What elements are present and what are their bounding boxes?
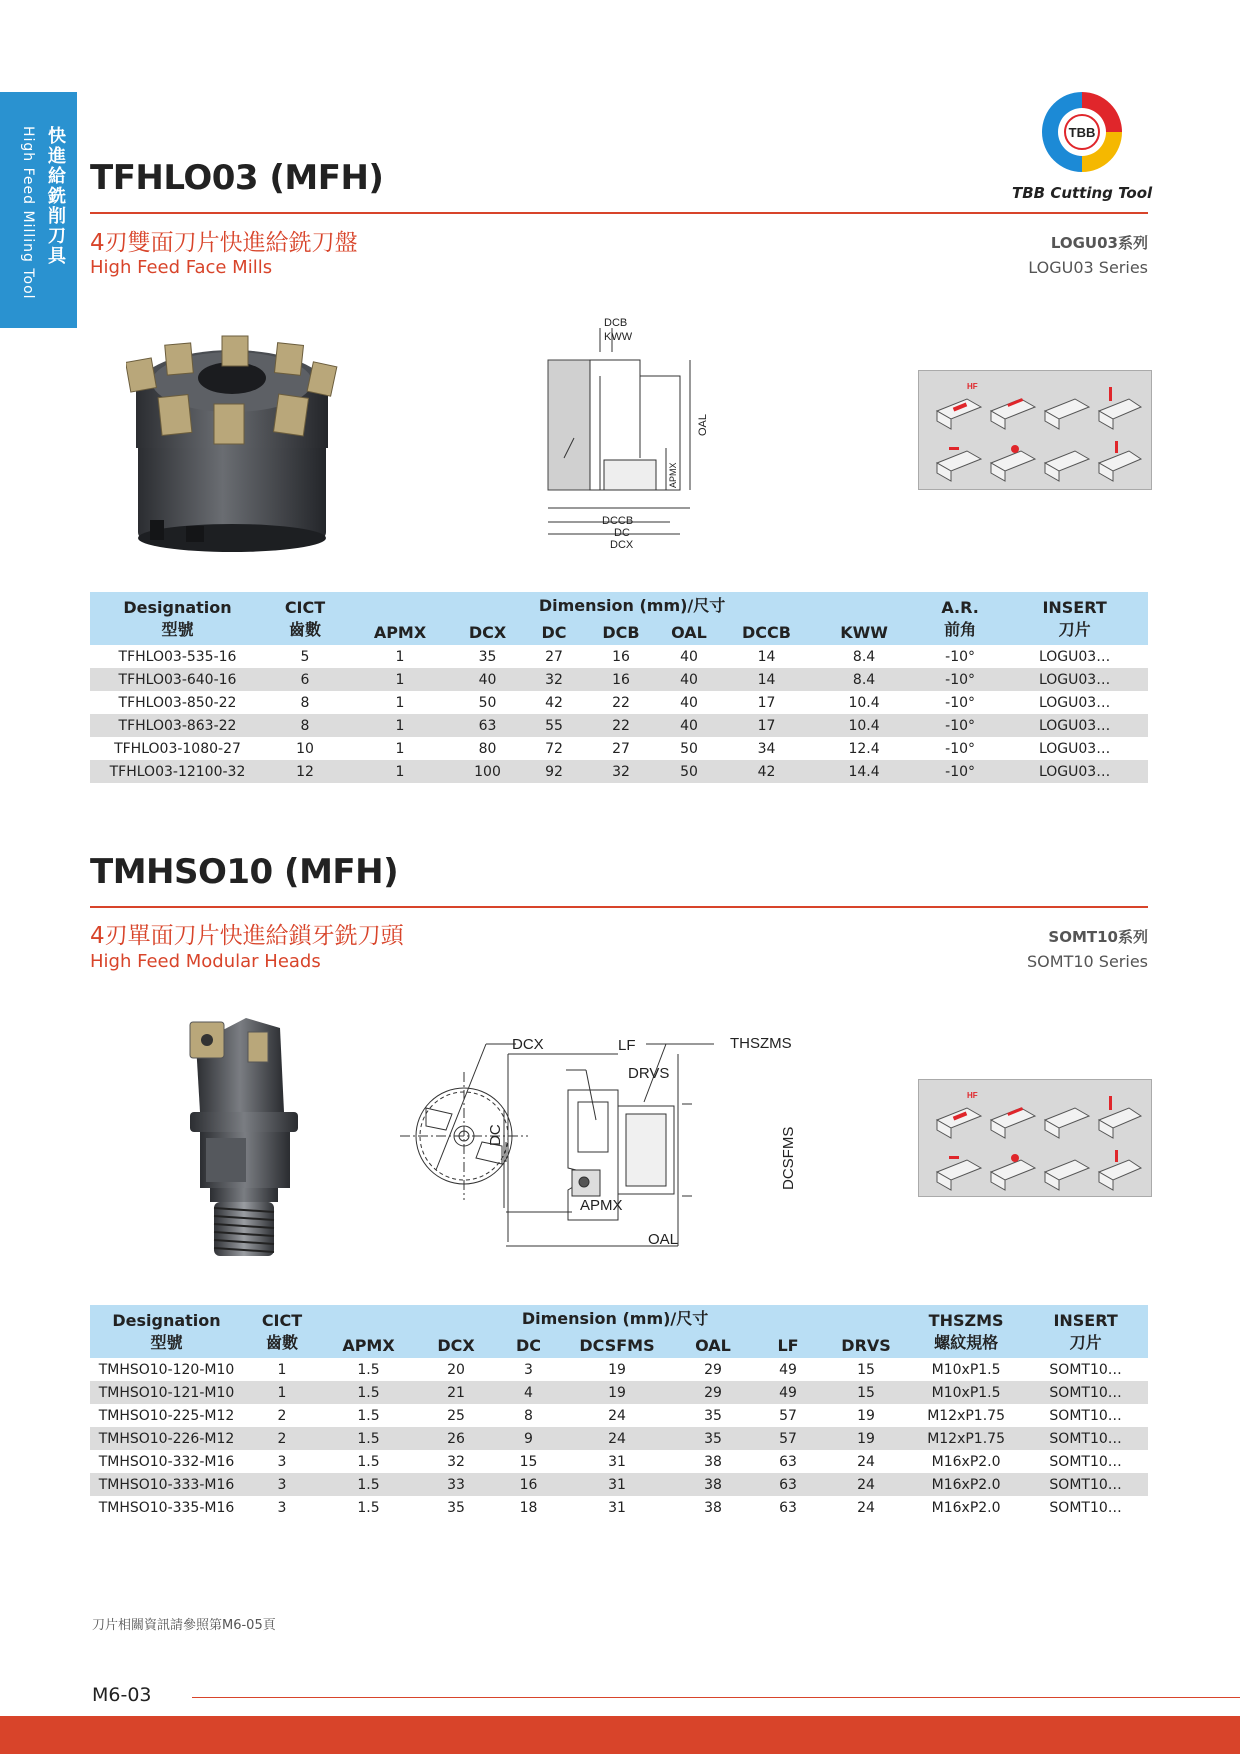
col-dcb: DCB — [588, 620, 654, 645]
label-oal: OAL — [697, 413, 709, 436]
label-apmx: APMX — [668, 462, 678, 488]
table-cell: LOGU03… — [1001, 714, 1148, 737]
table-cell: 3 — [524, 1361, 533, 1378]
table-cell: 26 — [416, 1427, 496, 1450]
table-cell: 32 — [520, 668, 588, 691]
col-apmx-2: APMX — [321, 1333, 416, 1358]
table-cell: 1 — [277, 1361, 287, 1378]
table-row — [90, 645, 1148, 668]
table-cell: 20 — [447, 1361, 465, 1378]
table-cell: LOGU03… — [1001, 760, 1148, 783]
table-cell: 15 — [823, 1381, 909, 1404]
table-cell: M16xP2.0 — [909, 1473, 1023, 1496]
table-cell: 15 — [519, 1453, 538, 1470]
table-cell: 24 — [857, 1453, 875, 1470]
table-row — [90, 714, 1148, 737]
table-cell: 42 — [724, 760, 809, 783]
table-row — [90, 1381, 1148, 1404]
section1-subtitle-en: High Feed Face Mills — [90, 257, 273, 278]
table-row — [90, 1427, 1148, 1450]
page-number: M6-03 — [92, 1684, 152, 1706]
table-cell: 24 — [857, 1499, 875, 1516]
table-cell: 10.4 — [848, 694, 880, 711]
table-cell: 35 — [673, 1427, 753, 1450]
table-row — [90, 737, 1148, 760]
table-cell: 50 — [680, 740, 698, 757]
face-mill-technical-drawing — [540, 318, 720, 556]
table-cell: 80 — [478, 740, 497, 757]
modular-head-technical-drawing — [396, 1030, 820, 1256]
table-cell: 21 — [416, 1381, 496, 1404]
label-dc: DC — [614, 527, 630, 539]
col-dc-2: DC — [496, 1333, 561, 1358]
table-cell: TFHLO03-850-22 — [118, 694, 237, 711]
table-cell: 49 — [753, 1381, 823, 1404]
table-cell: 12.4 — [848, 740, 880, 757]
table-cell: 1 — [395, 740, 405, 757]
col-dccb: DCCB — [724, 620, 809, 645]
table-cell: 3 — [277, 1453, 287, 1470]
col-thszms: THSZMS 螺紋規格 — [909, 1305, 1023, 1358]
table-cell: 8.4 — [852, 648, 876, 665]
table-cell: 18 — [519, 1499, 538, 1516]
col-group-dimension: Dimension (mm)/尺寸 — [345, 592, 919, 620]
table-cell: -10° — [919, 714, 1001, 737]
table-cell: SOMT10… — [1023, 1473, 1148, 1496]
table-cell: 55 — [520, 714, 588, 737]
table-cell: 19 — [561, 1381, 673, 1404]
table-cell: 14.4 — [809, 760, 919, 783]
table-cell: 1 — [395, 694, 405, 711]
table-cell: 38 — [704, 1499, 722, 1516]
table-cell: M12xP1.75 — [927, 1407, 1005, 1424]
section1-spec-table — [90, 592, 1148, 783]
table-cell: M10xP1.5 — [909, 1381, 1023, 1404]
table-cell: 1 — [345, 714, 455, 737]
col-apmx: APMX — [345, 620, 455, 645]
table-cell: 1.5 — [357, 1453, 380, 1470]
col-designation-2: Designation 型號 — [90, 1305, 243, 1358]
section1-subtitle-zh: 4刃雙面刀片快進給銑刀盤 — [90, 230, 358, 256]
label-dcsfms: DCSFMS — [780, 1126, 797, 1190]
table-cell: TMHSO10-121-M10 — [90, 1381, 243, 1404]
table-cell: SOMT10… — [1049, 1499, 1122, 1516]
table-cell: M16xP2.0 — [931, 1499, 1001, 1516]
face-mill-product-image — [126, 330, 340, 552]
table-cell: 50 — [478, 694, 497, 711]
table-cell: 29 — [673, 1381, 753, 1404]
bottom-accent-bar — [0, 1716, 1240, 1754]
section2-series-en: SOMT10 Series — [1027, 952, 1148, 971]
table-cell: 40 — [680, 694, 698, 711]
section1-table-body — [90, 645, 1148, 783]
table-cell: M10xP1.5 — [931, 1361, 1001, 1378]
table-cell: 49 — [779, 1361, 797, 1378]
col-dcsfms: DCSFMS — [561, 1333, 673, 1358]
table-cell: 31 — [608, 1453, 626, 1470]
table-cell: LOGU03… — [1001, 668, 1148, 691]
table-cell: TFHLO03-12100-32 — [90, 760, 265, 783]
table-cell: TMHSO10-333-M16 — [90, 1473, 243, 1496]
table-cell: 19 — [823, 1427, 909, 1450]
col-dc: DC — [520, 620, 588, 645]
table-cell: LOGU03… — [1038, 694, 1111, 711]
col-dcx: DCX — [455, 620, 520, 645]
label-dcx-2: DCX — [512, 1036, 544, 1053]
table-cell: LOGU03… — [1038, 648, 1111, 665]
table-cell: 1 — [345, 760, 455, 783]
table-cell: 100 — [455, 760, 520, 783]
section2-spec-table — [90, 1305, 1148, 1519]
hf-icon-label: HF — [967, 382, 978, 391]
table-cell: 3 — [243, 1473, 321, 1496]
table-cell: 35 — [704, 1407, 722, 1424]
table-cell: 63 — [753, 1473, 823, 1496]
category-label-en: High Feed Milling Tool — [20, 126, 36, 300]
label-dccb: DCCB — [602, 515, 634, 527]
table-cell: M12xP1.75 — [909, 1427, 1023, 1450]
table-cell: TFHLO03-535-16 — [118, 648, 237, 665]
page-number-rule — [192, 1697, 1240, 1698]
table-cell: 63 — [779, 1499, 797, 1516]
application-icons-panel-1 — [918, 370, 1152, 490]
table-cell: 1.5 — [321, 1427, 416, 1450]
col-ar: A.R. 前角 — [919, 592, 1001, 645]
table-row — [90, 1496, 1148, 1519]
tbb-logo — [1036, 86, 1128, 178]
table-cell: 40 — [680, 648, 698, 665]
col-designation: Designation 型號 — [90, 592, 265, 645]
table-cell: 24 — [608, 1407, 626, 1424]
table-row — [90, 691, 1148, 714]
table-cell: 40 — [654, 668, 724, 691]
table-cell: 1.5 — [357, 1361, 380, 1378]
label-dcx: DCX — [610, 539, 634, 551]
table-cell: 10 — [296, 740, 314, 757]
table-cell: 35 — [478, 648, 497, 665]
table-cell: 24 — [561, 1427, 673, 1450]
table-cell: 31 — [608, 1499, 626, 1516]
label-dcb: DCB — [604, 318, 628, 329]
col-insert-2: INSERT 刀片 — [1023, 1305, 1148, 1358]
table-cell: 27 — [612, 740, 630, 757]
logo-badge-text: TBB — [1068, 125, 1096, 140]
col-cict: CICT 齒數 — [265, 592, 345, 645]
table-cell: 8.4 — [809, 668, 919, 691]
table-cell: SOMT10… — [1049, 1407, 1122, 1424]
section2-series-zh: SOMT10系列 — [1048, 928, 1148, 946]
table-cell: 1.5 — [321, 1381, 416, 1404]
table-cell: 27 — [545, 648, 563, 665]
table-cell: 1 — [395, 648, 405, 665]
table-cell: 35 — [447, 1499, 465, 1516]
table-cell: SOMT10… — [1023, 1427, 1148, 1450]
table-cell: -10° — [919, 760, 1001, 783]
table-cell: 8 — [524, 1407, 533, 1424]
table-cell: 40 — [654, 714, 724, 737]
table-cell: 6 — [265, 668, 345, 691]
table-cell: 42 — [545, 694, 563, 711]
table-cell: M16xP2.0 — [931, 1453, 1001, 1470]
table-cell: 32 — [588, 760, 654, 783]
table-cell: 5 — [300, 648, 310, 665]
col-lf: LF — [753, 1333, 823, 1358]
table-cell: 15 — [857, 1361, 875, 1378]
table-cell: 1 — [345, 668, 455, 691]
table-cell: -10° — [945, 694, 976, 711]
category-side-tab — [0, 92, 77, 328]
table-cell: 22 — [588, 714, 654, 737]
insert-reference-note: 刀片相關資訊請參照第M6-05頁 — [92, 1618, 276, 1633]
category-label-zh: 快進給銑削刀具 — [45, 126, 66, 266]
col-kww: KWW — [809, 620, 919, 645]
label-dc-2: DC — [487, 1124, 504, 1146]
table-cell: 31 — [561, 1473, 673, 1496]
table-cell: SOMT10… — [1049, 1453, 1122, 1470]
table-cell: -10° — [945, 648, 976, 665]
section2-rule — [90, 906, 1148, 908]
table-cell: 16 — [496, 1473, 561, 1496]
table-cell: 2 — [243, 1427, 321, 1450]
table-cell: 1.5 — [321, 1473, 416, 1496]
table-cell: 40 — [455, 668, 520, 691]
table-cell: 50 — [654, 760, 724, 783]
col-oal: OAL — [654, 620, 724, 645]
table-cell: 9 — [496, 1427, 561, 1450]
col-cict-2: CICT 齒數 — [243, 1305, 321, 1358]
table-cell: TMHSO10-226-M12 — [90, 1427, 243, 1450]
modular-head-product-image — [186, 1014, 302, 1262]
table-row — [90, 1358, 1148, 1381]
table-cell: 63 — [779, 1453, 797, 1470]
section2-subtitle-zh: 4刃單面刀片快進給鎖牙銑刀頭 — [90, 923, 404, 949]
table-cell: 16 — [612, 648, 630, 665]
table-cell: TMHSO10-225-M12 — [98, 1407, 235, 1424]
label-lf: LF — [618, 1037, 636, 1054]
table-cell: 38 — [673, 1473, 753, 1496]
table-cell: 19 — [608, 1361, 626, 1378]
table-cell: 57 — [753, 1427, 823, 1450]
logo-caption: TBB Cutting Tool — [1012, 184, 1153, 202]
col-oal-2: OAL — [673, 1333, 753, 1358]
table-cell: TMHSO10-332-M16 — [98, 1453, 235, 1470]
table-cell: TMHSO10-335-M16 — [98, 1499, 235, 1516]
table-cell: TFHLO03-863-22 — [90, 714, 265, 737]
table-cell: 22 — [612, 694, 630, 711]
label-thszms: THSZMS — [730, 1035, 792, 1052]
table-cell: -10° — [919, 668, 1001, 691]
section2-title: TMHSO10 (MFH) — [90, 852, 399, 892]
table-cell: 24 — [823, 1473, 909, 1496]
table-cell: 3 — [277, 1499, 287, 1516]
table-cell: 92 — [520, 760, 588, 783]
table-cell: 8 — [265, 714, 345, 737]
table-cell: 25 — [447, 1407, 465, 1424]
hf-icon-label-2: HF — [967, 1091, 978, 1100]
table-cell: 17 — [724, 714, 809, 737]
col-insert: INSERT 刀片 — [1001, 592, 1148, 645]
table-cell: 14 — [757, 648, 776, 665]
table-row — [90, 1404, 1148, 1427]
table-cell: 2 — [277, 1407, 287, 1424]
table-cell: 17 — [757, 694, 776, 711]
section2-subtitle-en: High Feed Modular Heads — [90, 951, 321, 972]
table-cell: 72 — [545, 740, 563, 757]
table-cell: -10° — [945, 740, 976, 757]
label-apmx-2: APMX — [580, 1197, 623, 1214]
table-cell: 38 — [704, 1453, 722, 1470]
table-row — [90, 1473, 1148, 1496]
col-group-dimension-2: Dimension (mm)/尺寸 — [321, 1305, 909, 1333]
section1-title: TFHLO03 (MFH) — [90, 158, 384, 198]
table-cell: 10.4 — [809, 714, 919, 737]
table-cell: 29 — [704, 1361, 722, 1378]
application-icons-panel-2 — [918, 1079, 1152, 1197]
table-row — [90, 1450, 1148, 1473]
section2-table-body — [90, 1358, 1148, 1519]
table-cell: 4 — [496, 1381, 561, 1404]
table-cell: 33 — [416, 1473, 496, 1496]
table-cell: 8 — [300, 694, 310, 711]
table-cell: 19 — [857, 1407, 875, 1424]
table-cell: 57 — [779, 1407, 797, 1424]
col-dcx-2: DCX — [416, 1333, 496, 1358]
table-cell: TMHSO10-120-M10 — [98, 1361, 235, 1378]
col-drvs: DRVS — [823, 1333, 909, 1358]
section1-series-en: LOGU03 Series — [1028, 258, 1148, 277]
table-cell: 1 — [243, 1381, 321, 1404]
table-cell: SOMT10… — [1049, 1361, 1122, 1378]
table-cell: 63 — [455, 714, 520, 737]
table-cell: TFHLO03-640-16 — [90, 668, 265, 691]
label-drvs: DRVS — [628, 1065, 670, 1082]
table-row — [90, 760, 1148, 783]
label-kww: KWW — [604, 331, 633, 343]
table-cell: 34 — [757, 740, 776, 757]
section1-rule — [90, 212, 1148, 214]
table-cell: SOMT10… — [1023, 1381, 1148, 1404]
label-oal-2: OAL — [648, 1231, 679, 1248]
table-cell: 12 — [265, 760, 345, 783]
table-cell: 16 — [588, 668, 654, 691]
table-cell: 14 — [724, 668, 809, 691]
table-row — [90, 668, 1148, 691]
table-cell: 1.5 — [357, 1499, 380, 1516]
section1-series-zh: LOGU03系列 — [1050, 234, 1148, 252]
table-cell: TFHLO03-1080-27 — [114, 740, 241, 757]
table-cell: LOGU03… — [1038, 740, 1111, 757]
table-cell: 1.5 — [357, 1407, 380, 1424]
table-cell: 32 — [447, 1453, 465, 1470]
